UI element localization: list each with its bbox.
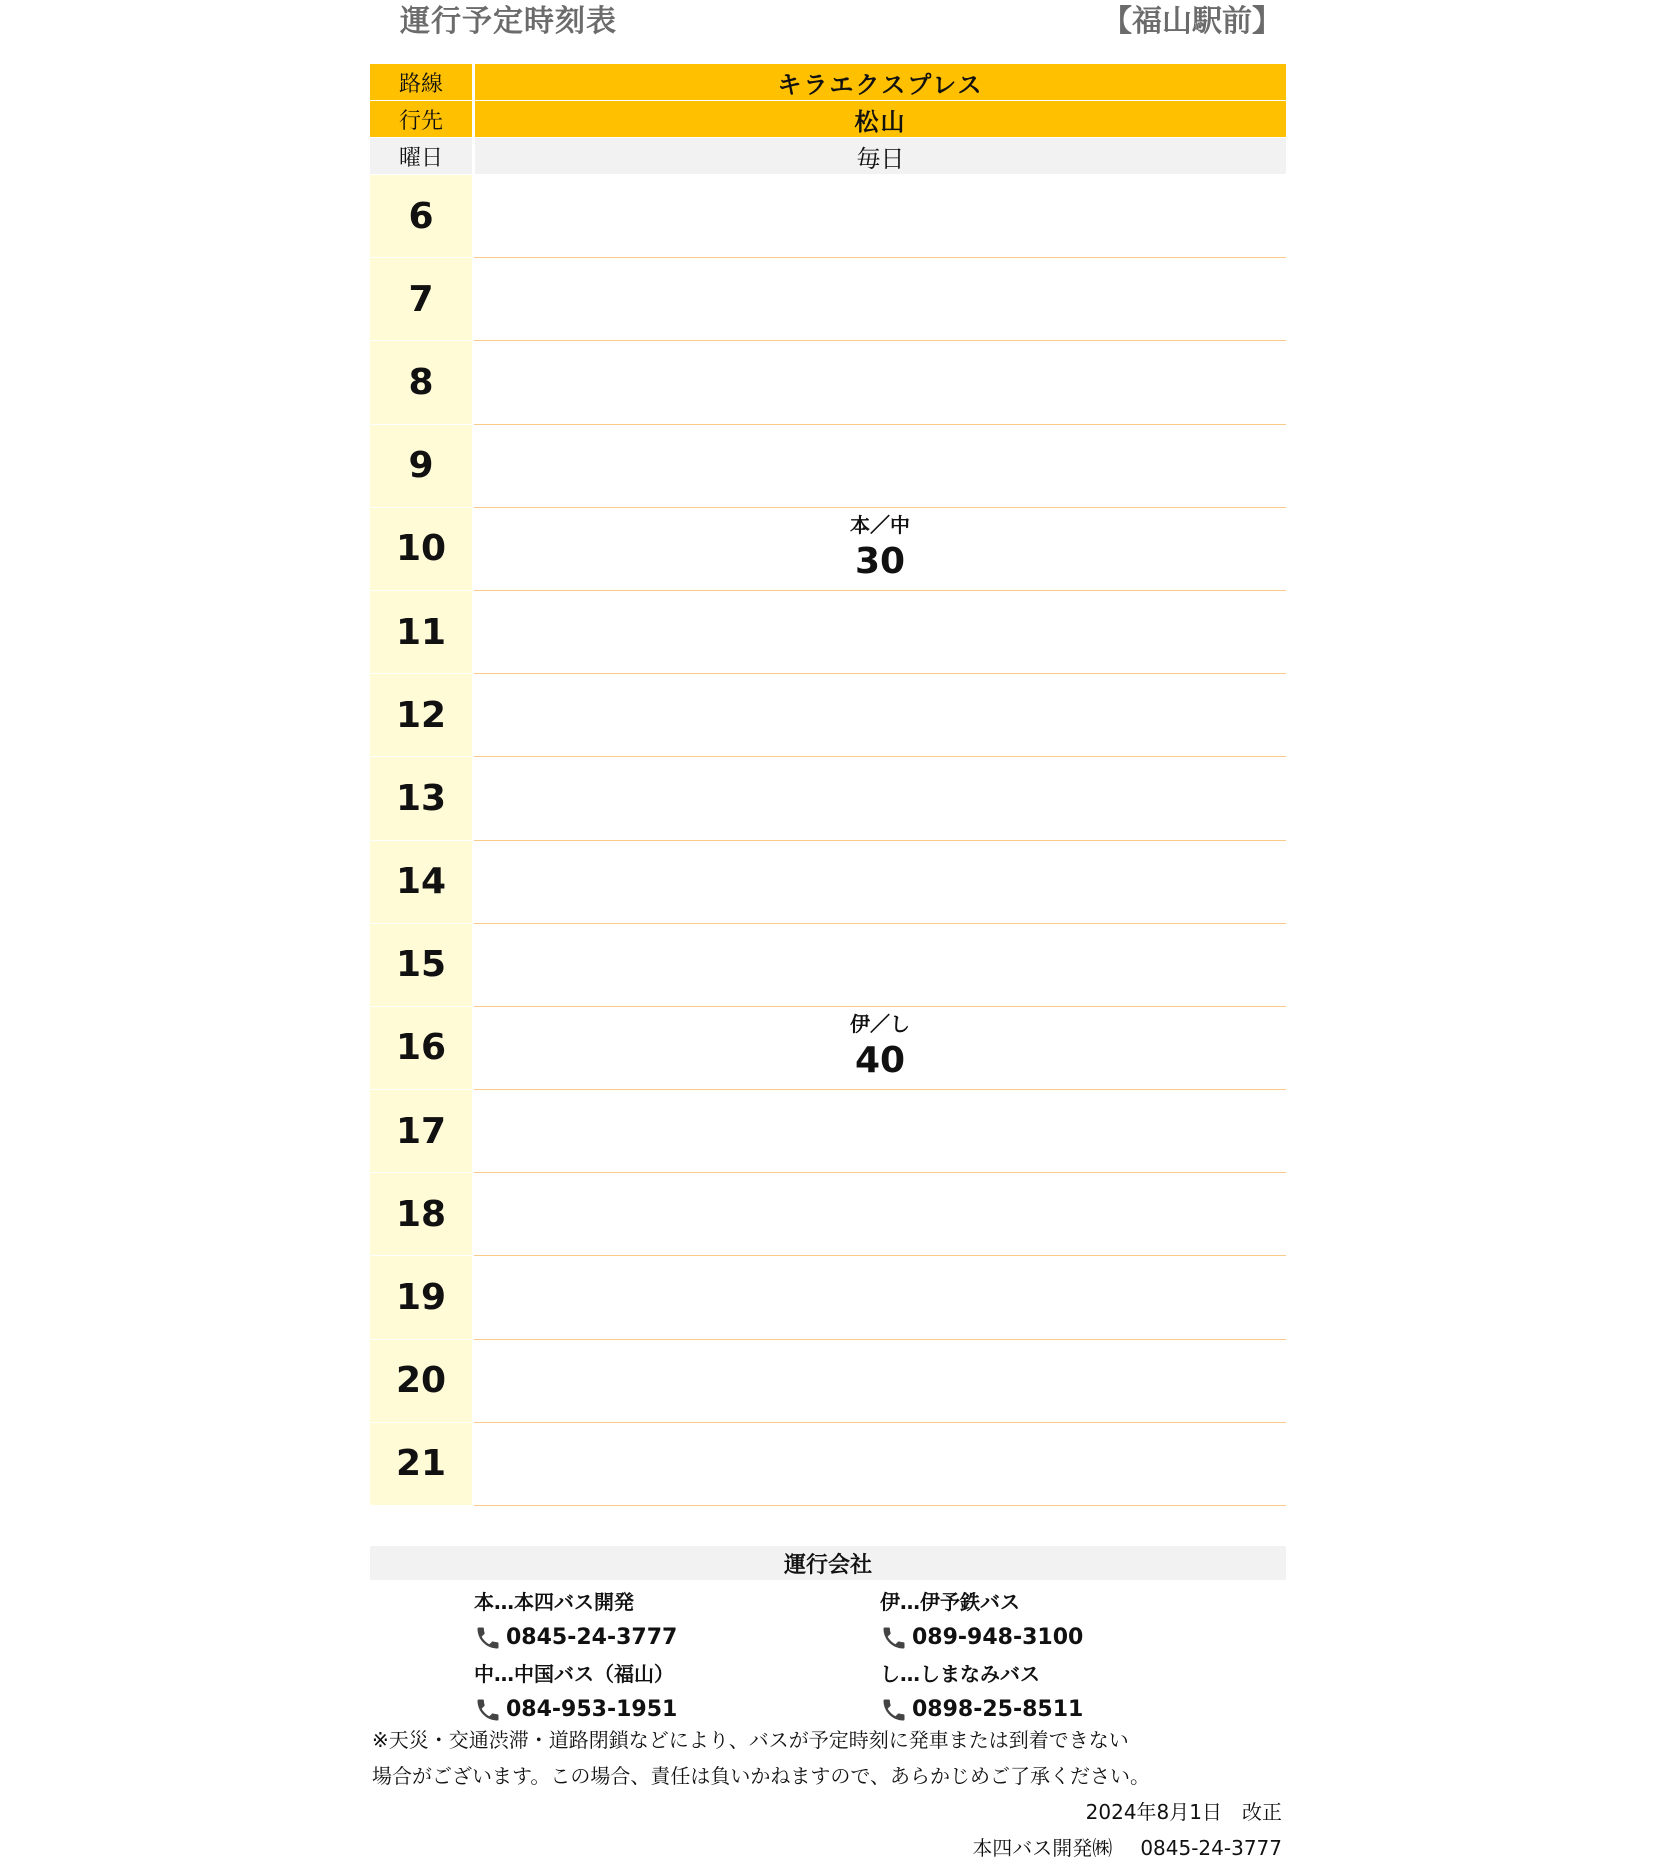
departure-operator: 伊／し bbox=[850, 1011, 910, 1036]
hour-cell: 14 bbox=[370, 841, 472, 924]
departure bbox=[474, 510, 1286, 584]
hour-cell: 19 bbox=[370, 1256, 472, 1339]
phone-icon bbox=[880, 1624, 908, 1652]
minutes-cell bbox=[474, 1340, 1286, 1423]
route-row bbox=[370, 64, 1286, 100]
day-label: 曜日 bbox=[370, 138, 472, 174]
disclaimer-notice bbox=[372, 1722, 1272, 1794]
minutes-cell bbox=[474, 674, 1286, 757]
hour-cell: 16 bbox=[370, 1007, 472, 1090]
hour-cell: 6 bbox=[370, 175, 472, 258]
operators-section bbox=[370, 1546, 1286, 1720]
hour-cell: 8 bbox=[370, 341, 472, 424]
hour-cell: 18 bbox=[370, 1173, 472, 1256]
hour-row bbox=[370, 591, 1286, 674]
hour-cell: 11 bbox=[370, 591, 472, 674]
hour-row bbox=[370, 1007, 1286, 1090]
operators-title: 運行会社 bbox=[370, 1546, 1286, 1580]
day-row bbox=[370, 138, 1286, 174]
hour-row bbox=[370, 425, 1286, 508]
minutes-cell bbox=[474, 425, 1286, 508]
operator-item bbox=[880, 1656, 1260, 1728]
route-name: キラエクスプレス bbox=[475, 64, 1286, 100]
hour-row bbox=[370, 924, 1286, 1007]
minutes-cell bbox=[474, 1173, 1286, 1256]
minutes-cell bbox=[474, 175, 1286, 258]
operator-name: 本…本四バス開発 bbox=[474, 1590, 634, 1614]
hour-row bbox=[370, 1173, 1286, 1256]
hour-row bbox=[370, 1340, 1286, 1423]
phone-icon bbox=[474, 1624, 502, 1652]
minutes-cell bbox=[474, 1007, 1286, 1090]
operator-name: 中…中国バス（福山） bbox=[474, 1662, 674, 1686]
minutes-cell bbox=[474, 1256, 1286, 1339]
operator-name: し…しまなみバス bbox=[880, 1662, 1040, 1686]
destination-row bbox=[370, 101, 1286, 137]
operator-item bbox=[474, 1584, 854, 1656]
minutes-cell bbox=[474, 591, 1286, 674]
hour-row bbox=[370, 1423, 1286, 1506]
departure-minute: 30 bbox=[854, 540, 906, 582]
hour-cell: 10 bbox=[370, 508, 472, 591]
destination-label: 行先 bbox=[370, 101, 472, 137]
operator-phone-line bbox=[474, 1620, 854, 1656]
timetable bbox=[370, 64, 1286, 1506]
minutes-cell bbox=[474, 757, 1286, 840]
hour-row bbox=[370, 341, 1286, 424]
hour-cell: 9 bbox=[370, 425, 472, 508]
phone-icon bbox=[880, 1696, 908, 1724]
operator-phone: 0845-24-3777 bbox=[506, 1625, 678, 1650]
minutes-cell bbox=[474, 841, 1286, 924]
operators-list bbox=[370, 1580, 1286, 1720]
hour-row bbox=[370, 757, 1286, 840]
minutes-cell bbox=[474, 1423, 1286, 1506]
departure bbox=[474, 1009, 1286, 1083]
hour-cell: 17 bbox=[370, 1090, 472, 1173]
minutes-cell bbox=[474, 258, 1286, 341]
operator-phone: 0898-25-8511 bbox=[912, 1697, 1084, 1722]
operator-phone-line bbox=[880, 1620, 1260, 1656]
departure-operator: 本／中 bbox=[850, 512, 910, 537]
day-value: 毎日 bbox=[475, 138, 1286, 174]
minutes-cell bbox=[474, 924, 1286, 1007]
hour-cell: 20 bbox=[370, 1340, 472, 1423]
operator-item bbox=[880, 1584, 1260, 1656]
hour-cell: 7 bbox=[370, 258, 472, 341]
footer-company-name: 本四バス開発㈱ bbox=[972, 1836, 1113, 1857]
hour-row bbox=[370, 508, 1286, 591]
minutes-cell bbox=[474, 341, 1286, 424]
hour-cell: 15 bbox=[370, 924, 472, 1007]
route-label: 路線 bbox=[370, 64, 472, 100]
operator-phone: 089-948-3100 bbox=[912, 1625, 1084, 1650]
hour-row bbox=[370, 841, 1286, 924]
hour-cell: 13 bbox=[370, 757, 472, 840]
document-title: 運行予定時刻表 bbox=[400, 4, 617, 39]
destination-name: 松山 bbox=[475, 101, 1286, 137]
departure-minute: 40 bbox=[854, 1039, 906, 1081]
notice-line: 場合がございます。この場合、責任は負いかねますので、あらかじめご了承ください。 bbox=[372, 1764, 1150, 1788]
revision-date: 2024年8月1日 改正 bbox=[1085, 1800, 1282, 1824]
hour-rows bbox=[370, 175, 1286, 1506]
notice-line: ※天災・交通渋滞・道路閉鎖などにより、バスが予定時刻に発車または到着できない bbox=[372, 1728, 1129, 1752]
hour-cell: 21 bbox=[370, 1423, 472, 1506]
stop-name: 【福山駅前】 bbox=[1102, 4, 1282, 39]
operator-item bbox=[474, 1656, 854, 1728]
hour-row bbox=[370, 1256, 1286, 1339]
hour-cell: 12 bbox=[370, 674, 472, 757]
hour-row bbox=[370, 175, 1286, 258]
minutes-cell bbox=[474, 508, 1286, 591]
footer-company bbox=[900, 1832, 1282, 1857]
hour-row bbox=[370, 1090, 1286, 1173]
minutes-cell bbox=[474, 1090, 1286, 1173]
hour-row bbox=[370, 674, 1286, 757]
operator-name: 伊…伊予鉄バス bbox=[880, 1590, 1020, 1614]
operator-phone: 084-953-1951 bbox=[506, 1697, 678, 1722]
phone-icon bbox=[474, 1696, 502, 1724]
hour-row bbox=[370, 258, 1286, 341]
footer-company-phone: 0845-24-3777 bbox=[1140, 1836, 1282, 1857]
